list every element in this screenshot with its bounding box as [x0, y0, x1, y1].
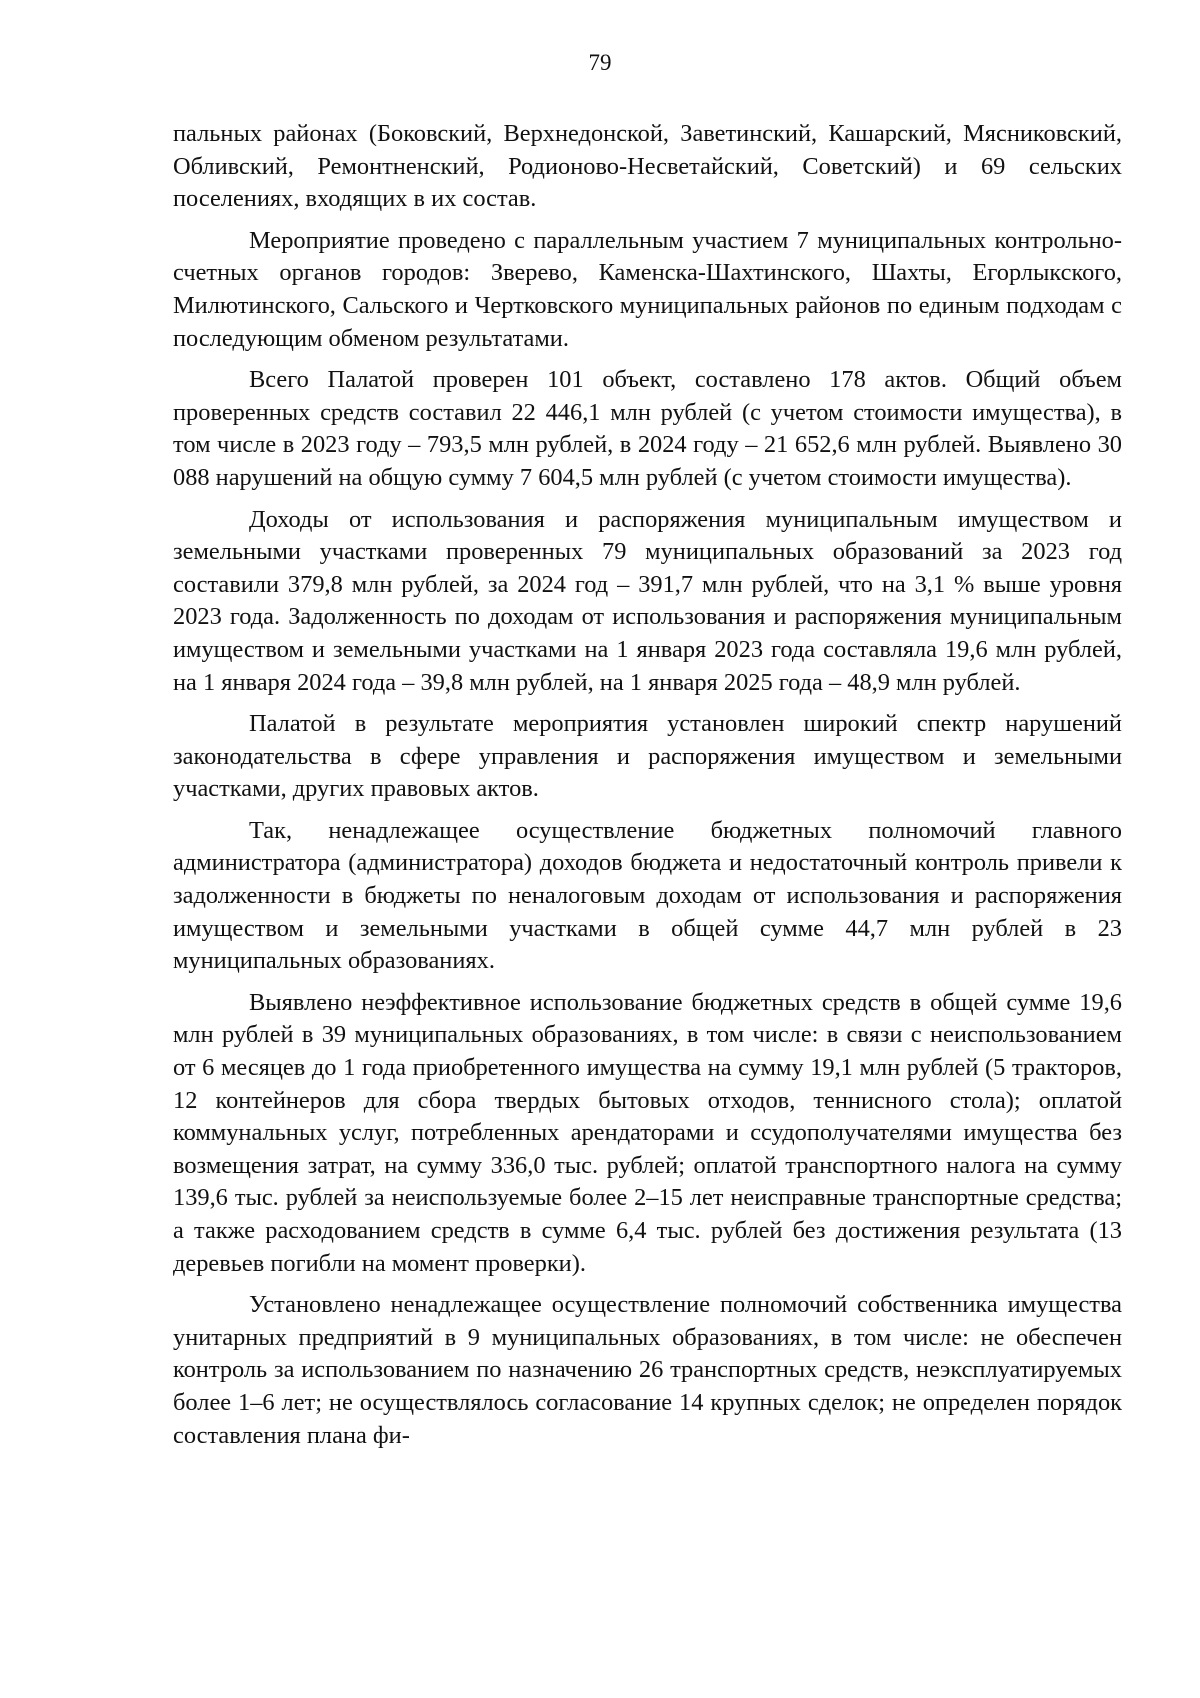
paragraph-parallel-participation: Мероприятие проведено с параллельным участием 7 муниципальных контрольно-счетных органов городов: Зверево, Каменска-Шахтинского, Шахты, Егорлыкского, Милютинского, Сальского и Чертковского муниципальных районов по единым подходам с последующим обменом результатами.	[173, 226, 1122, 352]
paragraph-continuation: пальных районах (Боковский, Верхнедонской, Заветинский, Кашарский, Мясниковский, Обливский, Ремонтненский, Родионово-Несветайский, Советский) и 69 сельских поселениях, входящих в их состав.	[173, 120, 1122, 213]
page-number: 79	[588, 50, 612, 75]
document-body	[173, 118, 1122, 1461]
paragraph-budget-powers: Так, ненадлежащее осуществление бюджетных полномочий главного администратора (администратора) доходов бюджета и недостаточный контроль привели к задолженности в бюджеты по неналоговым доходам от использования и распоряжения имуществом и земельными участками в общей сумме 44,7 млн рублей в 23 муниципальных образованиях.	[173, 816, 1122, 975]
paragraph-audit-totals: Всего Палатой проверен 101 объект, составлено 178 актов. Общий объем проверенных средств составил 22 446,1 млн рублей (с учетом стоимости имущества), в том числе в 2023 году – 793,5 млн рублей, в 2024 году – 21 652,6 млн рублей. Выявлено 30 088 нарушений на общую сумму 7 604,5 млн рублей (с учетом стоимости имущества).	[173, 366, 1122, 491]
paragraph-owner-powers: Установлено ненадлежащее осуществление полномочий собственника имущества унитарных предприятий в 9 муниципальных образованиях, в том числе: не обеспечен контроль за использованием по назначению 26 транспортных средств, неэксплуатируемых более 1–6 лет; не осуществлялось согласование 14 крупных сделок; не определен порядок составления плана фи-	[173, 1291, 1122, 1449]
paragraph-inefficient-use: Выявлено неэффективное использование бюджетных средств в общей сумме 19,6 млн рублей в 39 муниципальных образованиях, в том числе: в связи с неиспользованием от 6 месяцев до 1 года приобретенного имущества на сумму 19,1 млн рублей (5 тракторов, 12 контейнеров для сбора твердых бытовых отходов, теннисного стола); оплатой коммунальных услуг, потребленных арендаторами и ссудополучателями имущества без возмещения затрат, на сумму 336,0 тыс. рублей; оплатой транспортного налога на сумму 139,6 тыс. рублей за неиспользуемые более 2–15 лет неисправные транспортные средства; а также расходованием средств в сумме 6,4 тыс. рублей без достижения результата (13 деревьев погибли на момент проверки).	[173, 988, 1122, 1277]
paragraph-income: Доходы от использования и распоряжения муниципальным имуществом и земельными участками проверенных 79 муниципальных образований за 2023 год составили 379,8 млн рублей, за 2024 год – 391,7 млн рублей, что на 3,1 % выше уровня 2023 года. Задолженность по доходам от использования и распоряжения муниципальным имуществом и земельными участками на 1 января 2023 года составляла 19,6 млн рублей, на 1 января 2024 года – 39,8 млн рублей, на 1 января 2025 года – 48,9 млн рублей.	[173, 505, 1122, 696]
paragraph-violations-spectrum: Палатой в результате мероприятия установлен широкий спектр нарушений законодательства в сфере управления и распоряжения имуществом и земельными участками, других правовых актов.	[173, 710, 1122, 803]
